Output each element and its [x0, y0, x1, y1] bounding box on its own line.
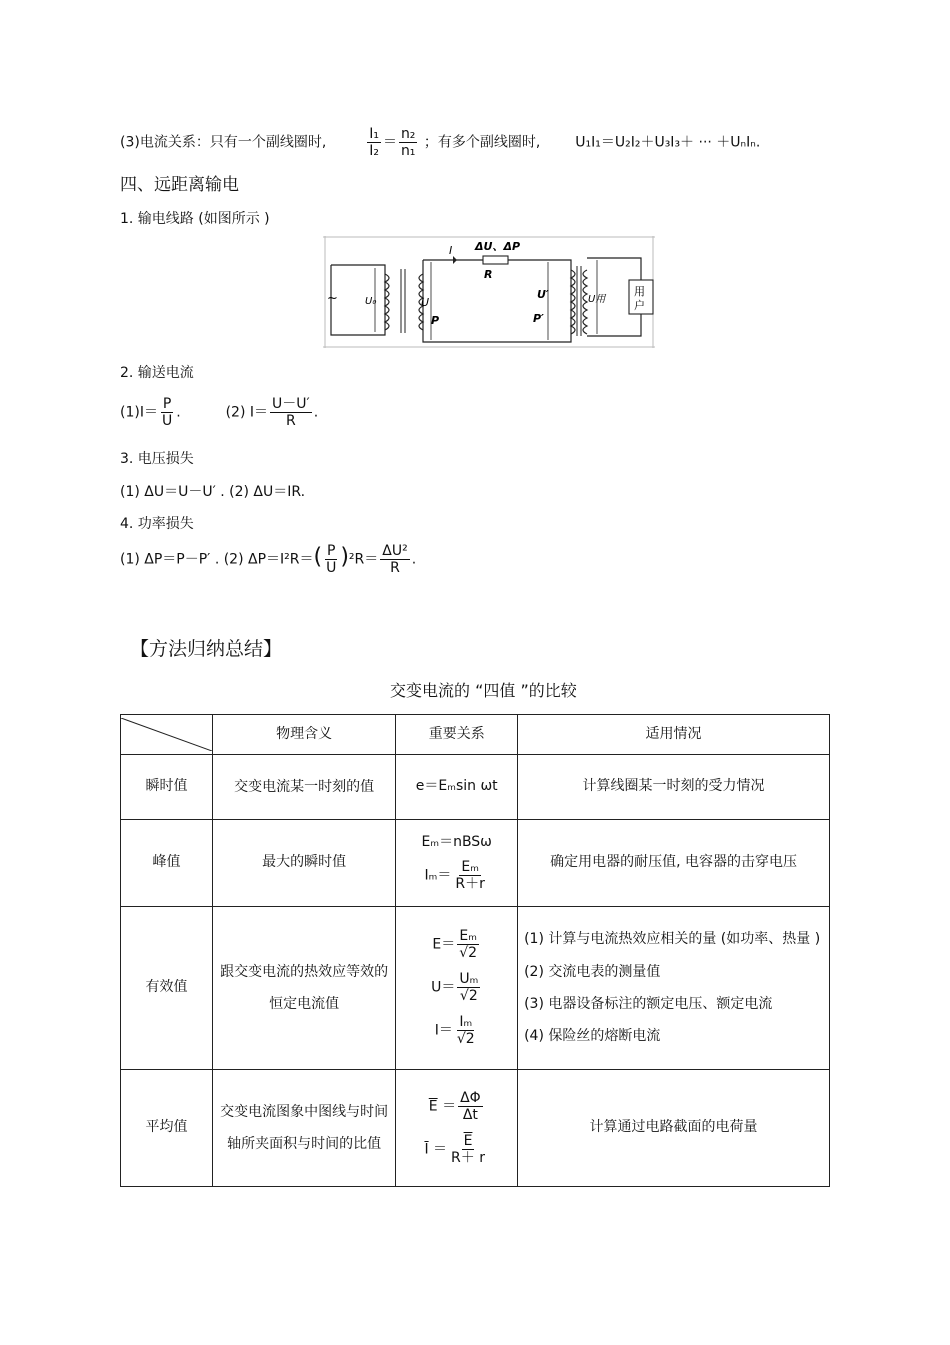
- header-relation: 重要关系: [396, 715, 518, 755]
- header-usage: 适用情况: [518, 715, 830, 755]
- user-box-text-1: 用: [634, 285, 645, 298]
- table-row-average: 平均值 交变电流图象中图线与时间轴所夹面积与时间的比值 $\overline{E}$ ＝ $\frac{\Delta\Phi}{\Delta t}$ $\overline{I}$ ＝ $\frac{\overline{E}}{R+ r}$ 计算通过电路截面的电荷量: [121, 1069, 830, 1186]
- table-row-instant: 瞬时值 交变电流某一时刻的值 e＝Eₘsin ωt 计算线圈某一时刻的受力情况: [121, 754, 830, 819]
- table-row-rms: 有效值 跟交变电流的热效应等效的恒定电流值 E＝ $\frac{\text{Eₘ}}{√2}$ U＝ $\frac{\text{Uₘ}}{√2}$ I＝ $\frac{\text{Iₘ}}{√2}$ (1) 计算与电流热效应相关的量 (如功率、热量 ) (2) 交流电表的测量值 (3) 电器设备标注的额定电压、额定电流 (4) 保险丝的熔断电流: [121, 906, 830, 1069]
- frac-p-u: $\frac{P}{U}$: [161, 396, 173, 430]
- item1-text: 1. 输电线路 (如图所示 ): [120, 211, 270, 227]
- section-heading: 四、远距离输电: [120, 175, 239, 195]
- label-u-prime: U′: [537, 288, 549, 301]
- item2-text: 2. 输送电流: [120, 365, 194, 381]
- label-i: I: [449, 244, 453, 257]
- user-box-text-2: 户: [634, 299, 645, 312]
- frac-uu-r: $\frac{U-U'}{R}$: [272, 396, 310, 430]
- label-p-prime: P′: [533, 312, 544, 325]
- current-formulas: (1)I＝ $\frac{P}{U}$ . (2) I＝ $\frac{U-U'}{R}$ .: [120, 396, 319, 430]
- label-p: P: [431, 314, 440, 327]
- label-r: R: [484, 268, 493, 281]
- method-title: 【方法归纳总结】: [130, 638, 283, 660]
- power-loss-formulas: (1) ΔP＝P－P′ . (2) ΔP＝I²R＝( $\frac{P}{U}$ )²R＝ $\frac{\text{ΔU²}}{R}$ .: [120, 543, 417, 577]
- four-values-table: [120, 714, 830, 1187]
- multi-equation: U₁I₁＝U₂I₂＋U₃I₃＋ ··· ＋UₙIₙ.: [575, 134, 761, 151]
- item3-label: (3)电流关系：只有一个副线圈时,: [120, 134, 327, 151]
- item4-text: 4. 功率损失: [120, 516, 194, 532]
- item3-text: 3. 电压损失: [120, 451, 194, 467]
- label-u: U: [421, 296, 430, 309]
- ac-source-symbol: ~: [327, 291, 338, 306]
- label-u-user: U用: [588, 294, 606, 305]
- current-relation-line: (3)电流关系：只有一个副线圈时, $\frac{\text{I₁}}{\text{I₂}}$ ＝ $\frac{\text{n₂}}{\text{n₁}}$ ；有多个副线圈时, U₁I₁＝U₂I₂＋U₃I₃＋ ··· ＋UₙIₙ.: [120, 126, 761, 160]
- table-row-peak: 峰值 最大的瞬时值 Eₘ＝nBSω Iₘ＝ $\frac{\text{Eₘ}}{R+r}$ 确定用电器的耐压值, 电容器的击穿电压: [121, 819, 830, 906]
- diagonal-cell: [121, 715, 213, 755]
- label-du-dp: ΔU、ΔP: [475, 240, 521, 253]
- table-title: 交变电流的 “四值 ”的比较: [390, 681, 577, 700]
- multi-label: ；有多个副线圈时,: [423, 134, 541, 151]
- label-u0: U₀: [365, 296, 377, 307]
- header-meaning: 物理含义: [213, 715, 396, 755]
- ratio-n: $\frac{\text{n₂}}{\text{n₁}}$: [400, 126, 416, 160]
- transmission-circuit-diagram: [323, 236, 655, 348]
- voltage-loss-formulas: (1) ΔU＝U－U′ . (2) ΔU＝IR.: [120, 484, 306, 500]
- ratio-i: $\frac{\text{I₁}}{\text{I₂}}$: [369, 126, 379, 160]
